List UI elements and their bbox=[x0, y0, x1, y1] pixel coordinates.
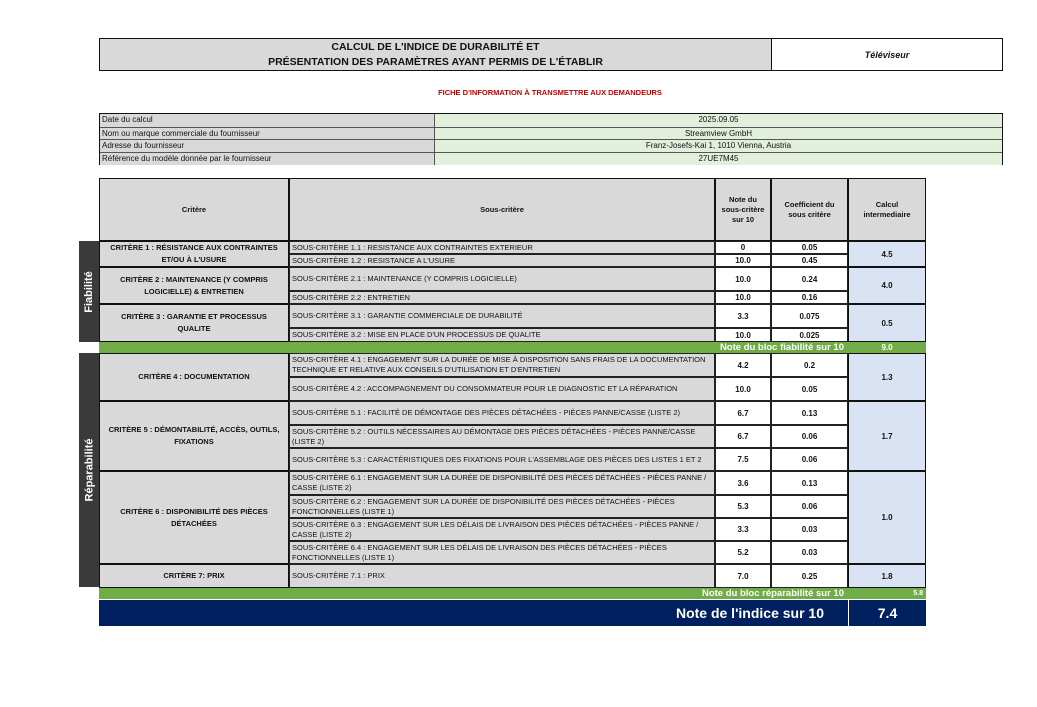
sub-criterion-label: SOUS-CRITÈRE 3.2 : MISE EN PLACE D'UN PROCESSUS DE QUALITE bbox=[289, 328, 715, 342]
sub-criterion-coefficient: 0.25 bbox=[771, 564, 848, 588]
sub-criterion-coefficient: 0.075 bbox=[771, 304, 848, 328]
sub-criterion-note: 10.0 bbox=[715, 328, 771, 342]
sub-criterion-label: SOUS-CRITÈRE 6.1 : ENGAGEMENT SUR LA DURÉE DE DISPONIBILITÉ DES PIÈCES DÉTACHÉES - PIÈCES PANNE / CASSE (LISTE 2) bbox=[289, 471, 715, 495]
sub-criterion-note: 10.0 bbox=[715, 377, 771, 401]
sub-criterion-coefficient: 0.03 bbox=[771, 541, 848, 564]
column-header-sous-critere: Sous-critère bbox=[289, 178, 715, 241]
block-label-text: Réparabilité bbox=[83, 438, 95, 502]
final-score-label: Note de l'indice sur 10 bbox=[99, 600, 848, 626]
criterion-intermediate-score: 0.5 bbox=[848, 304, 926, 342]
sub-criterion-note: 10.0 bbox=[715, 254, 771, 267]
sub-criterion-coefficient: 0.05 bbox=[771, 377, 848, 401]
column-header-calcul bbox=[848, 178, 926, 241]
sub-criterion-note: 3.3 bbox=[715, 304, 771, 328]
sub-criterion-coefficient: 0.025 bbox=[771, 328, 848, 342]
sub-criterion-note: 6.7 bbox=[715, 401, 771, 425]
sub-criterion-note: 10.0 bbox=[715, 291, 771, 304]
sub-criterion-note: 7.5 bbox=[715, 448, 771, 471]
criterion-intermediate-score: 4.5 bbox=[848, 241, 926, 267]
criterion-intermediate-score: 1.0 bbox=[848, 471, 926, 564]
info-row bbox=[100, 127, 1002, 141]
sub-criterion-note: 3.6 bbox=[715, 471, 771, 495]
column-header-critere: Critère bbox=[99, 178, 289, 241]
sub-criterion-coefficient: 0.13 bbox=[771, 401, 848, 425]
info-label: Référence du modèle donnée par le fournisseur bbox=[100, 153, 435, 166]
header-line: sous-critère bbox=[721, 204, 765, 214]
subtitle: FICHE D'INFORMATION À TRANSMETTRE AUX DEMANDEURS bbox=[438, 88, 662, 97]
sub-criterion-coefficient: 0.2 bbox=[771, 353, 848, 377]
sub-criterion-coefficient: 0.16 bbox=[771, 291, 848, 304]
sub-criterion-label: SOUS-CRITÈRE 2.2 : ENTRETIEN bbox=[289, 291, 715, 304]
header-line: sous critère bbox=[788, 209, 831, 219]
sub-criterion-label: SOUS-CRITÈRE 5.3 : CARACTÉRISTIQUES DES FIXATIONS POUR L'ASSEMBLAGE DES PIÈCES DES LISTES 1 ET 2 bbox=[289, 448, 715, 471]
criterion-name: CRITÈRE 6 : DISPONIBILITÉ DES PIÈCES DÉTACHÉES bbox=[99, 471, 289, 564]
bloc-reparabilite-label: Note du bloc réparabilité sur 10 bbox=[99, 588, 848, 599]
sub-criterion-note: 5.3 bbox=[715, 495, 771, 518]
header-line: sur 10 bbox=[731, 214, 755, 224]
criterion-name: CRITÈRE 2 : MAINTENANCE (Y COMPRIS LOGICIELLE) & ENTRETIEN bbox=[99, 267, 289, 304]
info-label: Adresse du fournisseur bbox=[100, 140, 435, 153]
sub-criterion-label: SOUS-CRITÈRE 6.2 : ENGAGEMENT SUR LA DURÉE DE DISPONIBILITÉ DES PIÈCES DÉTACHÉES - PIÈCES FONCTIONNELLES (LISTE 1) bbox=[289, 495, 715, 518]
criterion-intermediate-score: 1.8 bbox=[848, 564, 926, 588]
sub-criterion-coefficient: 0.06 bbox=[771, 425, 848, 448]
sub-criterion-note: 0 bbox=[715, 241, 771, 254]
sub-criterion-label: SOUS-CRITÈRE 4.1 : ENGAGEMENT SUR LA DURÉE DE MISE À DISPOSITION SANS FRAIS DE LA DOCUMENTATION TECHNIQUE ET RELATIVE AUX CONSEILS D'UTILISATION ET D'ENTRETIEN bbox=[289, 353, 715, 377]
sub-criterion-coefficient: 0.13 bbox=[771, 471, 848, 495]
sub-criterion-label: SOUS-CRITÈRE 5.1 : FACILITÉ DE DÉMONTAGE DES PIÈCES DÉTACHÉES - PIÈCES PANNE/CASSE (LISTE 2) bbox=[289, 401, 715, 425]
info-label: Nom ou marque commerciale du fournisseur bbox=[100, 128, 435, 141]
sub-criterion-label: SOUS-CRITÈRE 3.1 : GARANTIE COMMERCIALE DE DURABILITÉ bbox=[289, 304, 715, 328]
sub-criterion-label: SOUS-CRITÈRE 7.1 : PRIX bbox=[289, 564, 715, 588]
sub-criterion-label: SOUS-CRITÈRE 4.2 : ACCOMPAGNEMENT DU CONSOMMATEUR POUR LE DIAGNOSTIC ET LA RÉPARATION bbox=[289, 377, 715, 401]
info-row bbox=[100, 114, 1002, 127]
title-line-1: CALCUL DE L'INDICE DE DURABILITÉ ET bbox=[331, 40, 540, 53]
sub-criterion-label: SOUS-CRITÈRE 2.1 : MAINTENANCE (Y COMPRIS LOGICIELLE) bbox=[289, 267, 715, 291]
sub-criterion-label: SOUS-CRITÈRE 1.2 : RESISTANCE A L'USURE bbox=[289, 254, 715, 267]
header-line: Calcul bbox=[875, 199, 899, 209]
sub-criterion-coefficient: 0.05 bbox=[771, 241, 848, 254]
bloc-reparabilite-value: 5.8 bbox=[848, 588, 926, 599]
criterion-intermediate-score: 4.0 bbox=[848, 267, 926, 304]
sub-criterion-note: 3.3 bbox=[715, 518, 771, 541]
sub-criterion-coefficient: 0.06 bbox=[771, 448, 848, 471]
block-label-text: Fiabilité bbox=[83, 270, 95, 313]
info-value: Streamview GmbH bbox=[435, 128, 1002, 141]
title-line-2: PRÉSENTATION DES PARAMÈTRES AYANT PERMIS DE L'ÉTABLIR bbox=[268, 55, 603, 68]
sub-criterion-note: 7.0 bbox=[715, 564, 771, 588]
info-value: Franz-Josefs-Kai 1, 1010 Vienna, Austria bbox=[435, 140, 1002, 153]
bloc-fiabilite-value: 9.0 bbox=[848, 342, 926, 353]
criterion-intermediate-score: 1.7 bbox=[848, 401, 926, 471]
product-type: Téléviseur bbox=[771, 38, 1003, 71]
block-label-reparabilite bbox=[79, 353, 99, 587]
sub-criterion-note: 10.0 bbox=[715, 267, 771, 291]
sub-criterion-label: SOUS-CRITÈRE 6.3 : ENGAGEMENT SUR LES DÉLAIS DE LIVRAISON DES PIÈCES DÉTACHÉES - PIÈCES PANNE / CASSE (LISTE 2) bbox=[289, 518, 715, 541]
column-header-note bbox=[715, 178, 771, 241]
sub-criterion-note: 4.2 bbox=[715, 353, 771, 377]
sub-criterion-label: SOUS-CRITÈRE 5.2 : OUTILS NÉCESSAIRES AU DÉMONTAGE DES PIÈCES DÉTACHÉES - PIÈCES PANNE/CASSE (LISTE 2) bbox=[289, 425, 715, 448]
header-line: Note du bbox=[729, 194, 757, 204]
info-value: 2025.09.05 bbox=[435, 114, 1002, 127]
sub-criterion-coefficient: 0.24 bbox=[771, 267, 848, 291]
document-title bbox=[99, 38, 771, 71]
sub-criterion-coefficient: 0.45 bbox=[771, 254, 848, 267]
criterion-intermediate-score: 1.3 bbox=[848, 353, 926, 401]
bloc-fiabilite-label: Note du bloc fiabilité sur 10 bbox=[99, 342, 848, 353]
final-score-value: 7.4 bbox=[848, 600, 926, 626]
criterion-name: CRITÈRE 4 : DOCUMENTATION bbox=[99, 353, 289, 401]
sub-criterion-coefficient: 0.06 bbox=[771, 495, 848, 518]
sub-criterion-coefficient: 0.03 bbox=[771, 518, 848, 541]
info-row bbox=[100, 139, 1002, 153]
sub-criterion-label: SOUS-CRITÈRE 6.4 : ENGAGEMENT SUR LES DÉLAIS DE LIVRAISON DES PIÈCES DÉTACHÉES - PIÈCES FONCTIONNELLES (LISTE 1) bbox=[289, 541, 715, 564]
header-line: Coefficient du bbox=[784, 199, 835, 209]
sub-criterion-note: 5.2 bbox=[715, 541, 771, 564]
info-table bbox=[99, 113, 1003, 165]
info-value: 27UE7M45 bbox=[435, 153, 1002, 166]
column-header-coefficient bbox=[771, 178, 848, 241]
info-row bbox=[100, 152, 1002, 166]
criterion-name: CRITÈRE 3 : GARANTIE ET PROCESSUS QUALITE bbox=[99, 304, 289, 342]
sub-criterion-label: SOUS-CRITÈRE 1.1 : RESISTANCE AUX CONTRAINTES EXTERIEUR bbox=[289, 241, 715, 254]
block-label-fiabilite bbox=[79, 241, 99, 342]
header-line: intermediaire bbox=[863, 209, 911, 219]
criterion-name: CRITÈRE 7: PRIX bbox=[99, 564, 289, 588]
criterion-name: CRITÈRE 5 : DÉMONTABILITÉ, ACCÈS, OUTILS, FIXATIONS bbox=[99, 401, 289, 471]
info-label: Date du calcul bbox=[100, 114, 435, 127]
criterion-name: CRITÈRE 1 : RÉSISTANCE AUX CONTRAINTES ET/OU À L'USURE bbox=[99, 241, 289, 267]
sub-criterion-note: 6.7 bbox=[715, 425, 771, 448]
